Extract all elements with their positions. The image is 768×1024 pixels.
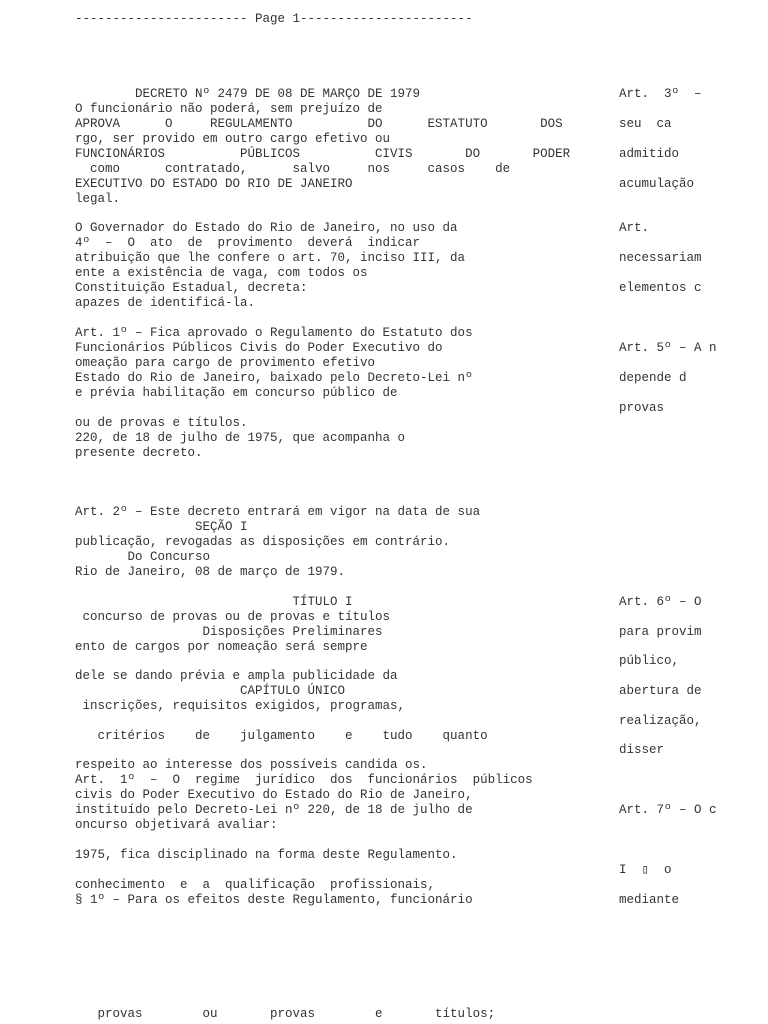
side-line: abertura de <box>619 684 702 698</box>
main-line: ento de cargos por nomeação será sempre <box>75 640 368 654</box>
side-line: para provim <box>619 625 702 639</box>
main-line: dele se dando prévia e ampla publicidade da <box>75 669 398 683</box>
side-line: Art. 6º – O <box>619 595 702 609</box>
main-line: Estado do Rio de Janeiro, baixado pelo Decreto-Lei nº <box>75 371 473 385</box>
main-line: 1975, fica disciplinado na forma deste Regulamento. <box>75 848 458 862</box>
side-line: público, <box>619 654 680 668</box>
side-line: Art. 5º – A n <box>619 341 717 355</box>
main-line: 220, de 18 de julho de 1975, que acompanha o <box>75 431 406 445</box>
main-line: e prévia habilitação em concurso público de <box>75 386 398 400</box>
main-line: apazes de identificá-la. <box>75 296 256 310</box>
main-line: respeito ao interesse dos possíveis candida os. <box>75 758 428 772</box>
side-line: provas <box>619 401 665 415</box>
main-line: O Governador do Estado do Rio de Janeiro, no uso da <box>75 221 458 235</box>
main-line: instituído pelo Decreto-Lei nº 220, de 18 de julho de <box>75 803 473 817</box>
side-line: acumulação <box>619 177 695 191</box>
main-line: Do Concurso <box>75 550 211 564</box>
main-line: ou de provas e títulos. <box>75 416 248 430</box>
main-line: Art. 2º – Este decreto entrará em vigor na data de sua <box>75 505 481 519</box>
main-line: 4º – O ato de provimento deverá indicar <box>75 236 421 250</box>
side-line: mediante <box>619 893 680 907</box>
main-line: FUNCIONÁRIOS PÚBLICOS CIVIS DO PODER <box>75 147 571 161</box>
main-line: TÍTULO I <box>75 595 353 609</box>
main-line: omeação para cargo de provimento efetivo <box>75 356 376 370</box>
main-line: inscrições, requisitos exigidos, programas, <box>75 699 406 713</box>
side-line: Art. 7º – O c <box>619 803 717 817</box>
side-line: depende d <box>619 371 687 385</box>
main-line: EXECUTIVO DO ESTADO DO RIO DE JANEIRO <box>75 177 353 191</box>
side-line: elementos c <box>619 281 702 295</box>
main-line: conhecimento e a qualificação profissionais, <box>75 878 436 892</box>
main-line: presente decreto. <box>75 446 203 460</box>
main-line: Constituição Estadual, decreta: <box>75 281 308 295</box>
main-line: APROVA O REGULAMENTO DO ESTATUTO DOS <box>75 117 563 131</box>
main-line: rgo, ser provido em outro cargo efetivo ou <box>75 132 391 146</box>
main-line: Funcionários Públicos Civis do Poder Executivo do <box>75 341 443 355</box>
main-line: atribuição que lhe confere o art. 70, inciso III, da <box>75 251 466 265</box>
main-line: Disposições Preliminares <box>75 625 383 639</box>
main-line: publicação, revogadas as disposições em contrário. <box>75 535 451 549</box>
main-line: Art. 1º – O regime jurídico dos funcionários públicos <box>75 773 533 787</box>
main-line: como contratado, salvo nos casos de <box>75 162 511 176</box>
main-line: SEÇÃO I <box>75 520 248 534</box>
main-line: provas ou provas e títulos; <box>75 1007 496 1021</box>
main-line: Art. 1º – Fica aprovado o Regulamento do Estatuto dos <box>75 326 473 340</box>
main-line: DECRETO Nº 2479 DE 08 DE MARÇO DE 1979 <box>75 87 421 101</box>
main-line: oncurso objetivará avaliar: <box>75 818 278 832</box>
main-line: concurso de provas ou de provas e títulos <box>75 610 391 624</box>
side-line: I ▯ o <box>619 863 672 877</box>
main-line: critérios de julgamento e tudo quanto <box>75 729 488 743</box>
side-line: seu ca <box>619 117 672 131</box>
side-line: Art. <box>619 221 650 235</box>
side-line: admitido <box>619 147 680 161</box>
main-line: § 1º – Para os efeitos deste Regulamento, funcionário <box>75 893 473 907</box>
side-line: Art. 3º – <box>619 87 702 101</box>
main-line: Rio de Janeiro, 08 de março de 1979. <box>75 565 346 579</box>
page-header: ----------------------- Page 1----------------------- <box>75 12 473 26</box>
main-line: civis do Poder Executivo do Estado do Rio de Janeiro, <box>75 788 473 802</box>
main-line: O funcionário não poderá, sem prejuízo de <box>75 102 383 116</box>
main-line: legal. <box>75 192 121 206</box>
side-line: necessariam <box>619 251 702 265</box>
main-line: CAPÍTULO ÚNICO <box>75 684 346 698</box>
side-line: disser <box>619 743 665 757</box>
main-line: ente a existência de vaga, com todos os <box>75 266 368 280</box>
side-line: realização, <box>619 714 702 728</box>
